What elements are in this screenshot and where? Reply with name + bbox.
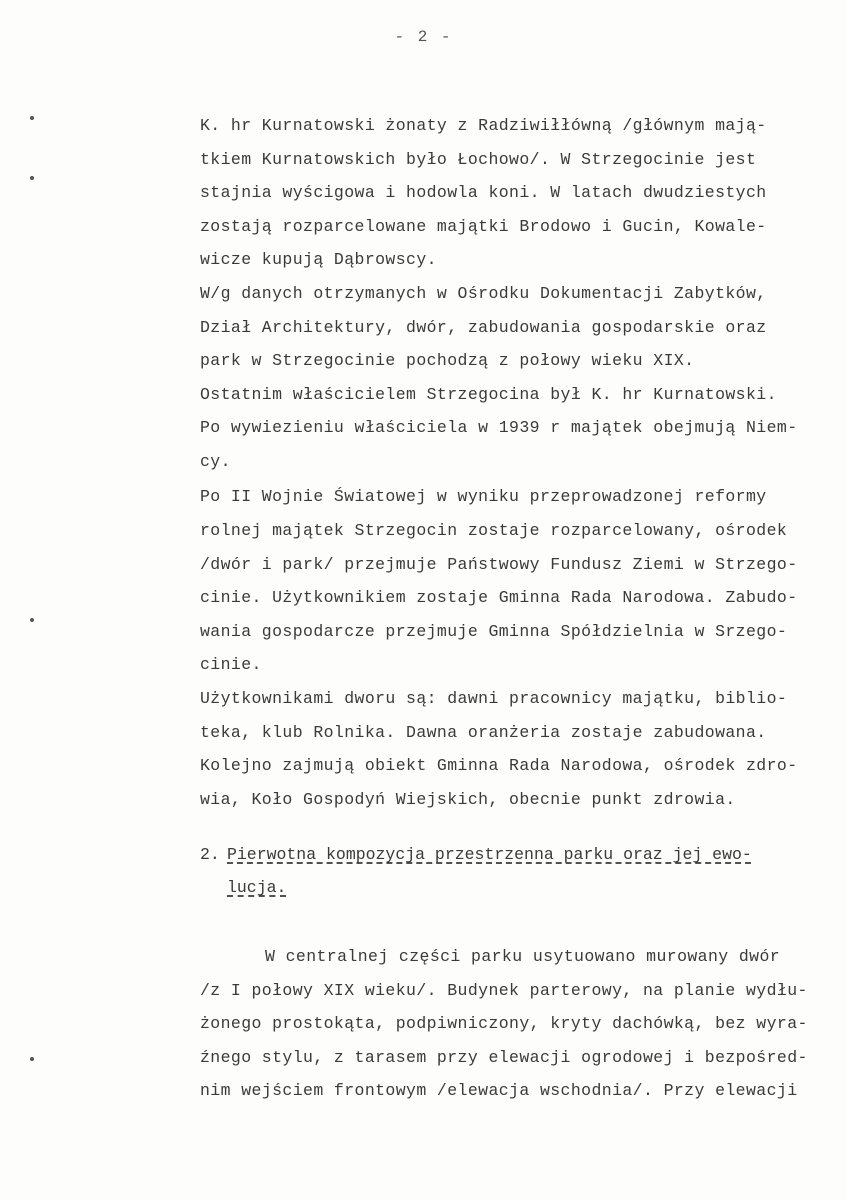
text-line: Użytkownikami dworu są: dawni pracownicy majątku, biblio-	[200, 689, 788, 708]
text-line: W/g danych otrzymanych w Ośrodku Dokumentacji Zabytków,	[200, 284, 767, 303]
margin-dot	[30, 116, 34, 120]
text-line: nim wejściem frontowym /elewacja wschodnia/. Przy elewacji	[200, 1081, 798, 1100]
page-number: - 2 -	[394, 28, 453, 46]
text-line: tkiem Kurnatowskich było Łochowo/. W Strzegocinie jest	[200, 150, 757, 169]
text-line: wia, Koło Gospodyń Wiejskich, obecnie punkt zdrowia.	[200, 790, 736, 809]
text-line: Po wywiezieniu właściciela w 1939 r majątek obejmują Niem-	[200, 418, 798, 437]
margin-dot	[30, 618, 34, 622]
text-line: /z I połowy XIX wieku/. Budynek parterowy, na planie wydłu-	[200, 981, 808, 1000]
text-line: Kolejno zajmują obiekt Gminna Rada Narodowa, ośrodek zdro-	[200, 756, 798, 775]
section-number: 2.	[200, 845, 220, 864]
text-line: rolnej majątek Strzegocin zostaje rozparcelowany, ośrodek	[200, 521, 788, 540]
text-line: wania gospodarcze przejmuje Gminna Spółdzielnia w Srzego-	[200, 622, 788, 641]
text-line: teka, klub Rolnika. Dawna oranżeria zostaje zabudowana.	[200, 723, 767, 742]
section-title: lucja.	[227, 878, 287, 897]
text-line: Dział Architektury, dwór, zabudowania gospodarskie oraz	[200, 318, 767, 337]
margin-dot	[30, 1057, 34, 1061]
text-line: Ostatnim właścicielem Strzegocina był K. hr Kurnatowski.	[200, 385, 777, 404]
text-line: cy.	[200, 452, 231, 471]
text-line: żonego prostokąta, podpiwniczony, kryty dachówką, bez wyra-	[200, 1014, 808, 1033]
text-line: Po II Wojnie Światowej w wyniku przeprowadzonej reformy	[200, 487, 767, 506]
text-line: K. hr Kurnatowski żonaty z Radziwiłłówną /głównym mają-	[200, 116, 767, 135]
text-line: cinie. Użytkownikiem zostaje Gminna Rada Narodowa. Zabudo-	[200, 588, 798, 607]
margin-dot	[30, 176, 34, 180]
text-line: W centralnej części parku usytuowano murowany dwór	[265, 947, 781, 966]
section-title: Pierwotna kompozycja przestrzenna parku oraz jej ewo-	[227, 845, 752, 864]
text-line: cinie.	[200, 655, 262, 674]
text-line: /dwór i park/ przejmuje Państwowy Fundusz Ziemi w Strzego-	[200, 555, 798, 574]
text-line: źnego stylu, z tarasem przy elewacji ogrodowej i bezpośred-	[200, 1048, 808, 1067]
text-line: park w Strzegocinie pochodzą z połowy wieku XIX.	[200, 351, 695, 370]
text-line: zostają rozparcelowane majątki Brodowo i Gucin, Kowale-	[200, 217, 767, 236]
text-line: stajnia wyścigowa i hodowla koni. W latach dwudziestych	[200, 183, 767, 202]
text-line: wicze kupują Dąbrowscy.	[200, 250, 437, 269]
